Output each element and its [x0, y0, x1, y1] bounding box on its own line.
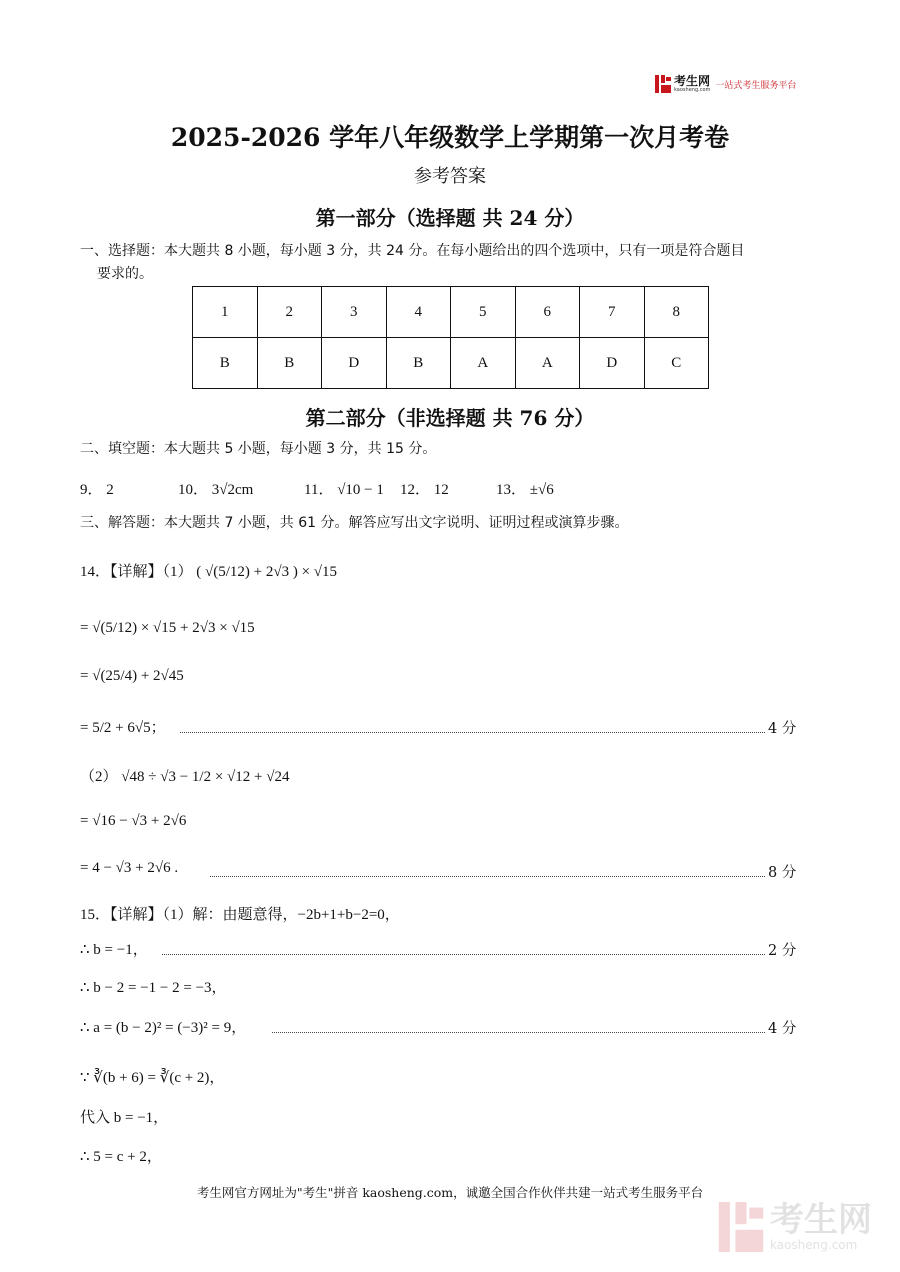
logo-text [674, 75, 710, 93]
logo-brand: 考生网 [674, 74, 711, 88]
table-cell: D [322, 338, 387, 389]
part1-instruction-line1: 一、选择题：本大题共 8 小题，每小题 3 分，共 24 分。在每小题给出的四个选项中，只有一项是符合题目 [80, 243, 745, 259]
table-cell: 3 [322, 287, 387, 338]
table-cell: 8 [644, 287, 709, 338]
fill-ans: 3√2cm [211, 482, 254, 498]
q14-part2-expr: √48 ÷ √3 − 1/2 × √12 + √24 [121, 769, 290, 785]
fill-answer-12 [400, 478, 449, 499]
table-cell: A [451, 338, 516, 389]
score-leader-dots [210, 876, 765, 877]
q14-label: 14．【详解】（1） [80, 564, 193, 580]
q15-line6: 代入 b = −1， [80, 1110, 169, 1126]
logo-slogan: 一站式考生服务平台 [715, 80, 797, 91]
q14-line1 [80, 560, 337, 581]
q15-line4: ∴ a = (b − 2)² = (−3)² = 9， [80, 1020, 247, 1036]
q14-line5 [80, 765, 289, 786]
answer-table-answers-row [193, 338, 709, 389]
fill-heading: 二、填空题：本大题共 5 小题，每小题 3 分，共 15 分。 [80, 441, 437, 457]
q14-score-1: 4 分 [768, 721, 797, 737]
q15-score-1: 2 分 [768, 943, 797, 959]
table-cell: C [644, 338, 709, 389]
part1-instruction-line2: 要求的。 [97, 266, 153, 282]
table-cell: 2 [257, 287, 322, 338]
watermark-sub: kaosheng.com [770, 1238, 858, 1252]
fill-num: 9． [80, 482, 103, 498]
watermark-brand: 考生网 [770, 1200, 872, 1240]
fill-answer-13 [496, 478, 554, 499]
fill-ans: ±√6 [529, 482, 554, 498]
fill-num: 12． [400, 482, 431, 498]
table-cell: A [515, 338, 580, 389]
q15-line7: ∴ 5 = c + 2， [80, 1149, 162, 1165]
part2-heading: 第二部分（非选择题 共 76 分） [305, 406, 595, 430]
table-cell: B [386, 338, 451, 389]
table-cell: D [580, 338, 645, 389]
page-subtitle: 参考答案 [414, 166, 486, 187]
table-cell: B [193, 338, 258, 389]
table-cell: 7 [580, 287, 645, 338]
q14-part2-label: （2） [80, 769, 118, 785]
fill-num: 11． [304, 482, 334, 498]
answer-table-numbers-row [193, 287, 709, 338]
table-cell: 1 [193, 287, 258, 338]
header-logo [655, 72, 815, 96]
page-footer: 考生网官方网址为"考生"拼音 kaosheng.com，诚邀全国合作伙伴共建一站式考生服务平台 [196, 1185, 704, 1200]
score-leader-dots [272, 1032, 765, 1033]
page-title: 2025-2026 学年八年级数学上学期第一次月考卷 [170, 123, 730, 152]
watermark-logo-icon [718, 1202, 764, 1252]
table-cell: 5 [451, 287, 516, 338]
fill-num: 10． [178, 482, 209, 498]
table-cell: 4 [386, 287, 451, 338]
answer-table [192, 286, 709, 389]
solve-heading: 三、解答题：本大题共 7 小题，共 61 分。解答应写出文字说明、证明过程或演算步骤。 [80, 515, 629, 531]
fill-ans: 2 [106, 482, 114, 498]
part1-heading: 第一部分（选择题 共 24 分） [315, 206, 585, 230]
fill-num: 13． [496, 482, 527, 498]
q14-score-2: 8 分 [768, 865, 797, 881]
q15-score-2: 4 分 [768, 1021, 797, 1037]
table-cell: B [257, 338, 322, 389]
q14-line7: = 4 − √3 + 2√6 . [80, 860, 179, 876]
q15-line5: ∵ ∛(b + 6) = ∛(c + 2)， [80, 1070, 225, 1086]
q14-line3: = √(25/4) + 2√45 [80, 668, 184, 684]
watermark [718, 1202, 872, 1252]
q14-line6: = √16 − √3 + 2√6 [80, 813, 187, 829]
q14-line2: = √(5/12) × √15 + 2√3 × √15 [80, 620, 255, 636]
fill-ans: 12 [433, 482, 449, 498]
kaosheng-logo-icon [655, 75, 671, 93]
watermark-text [770, 1202, 872, 1252]
q14-expr: ( √(5/12) + 2√3 ) × √15 [196, 564, 338, 580]
logo-brand-sub: kaosheng.com [674, 87, 711, 93]
q15-line3: ∴ b − 2 = −1 − 2 = −3， [80, 980, 227, 996]
fill-answer-10 [178, 478, 253, 499]
fill-ans: √10 − 1 [337, 482, 384, 498]
fill-answer-11 [304, 478, 384, 499]
score-leader-dots [162, 954, 765, 955]
score-leader-dots [180, 732, 765, 733]
q14-line4: = 5/2 + 6√5； [80, 720, 166, 736]
q15-line2: ∴ b = −1， [80, 942, 148, 958]
fill-answer-9 [80, 478, 114, 499]
q15-line1: 15．【详解】（1）解：由题意得，−2b+1+b−2=0， [80, 907, 400, 923]
table-cell: 6 [515, 287, 580, 338]
